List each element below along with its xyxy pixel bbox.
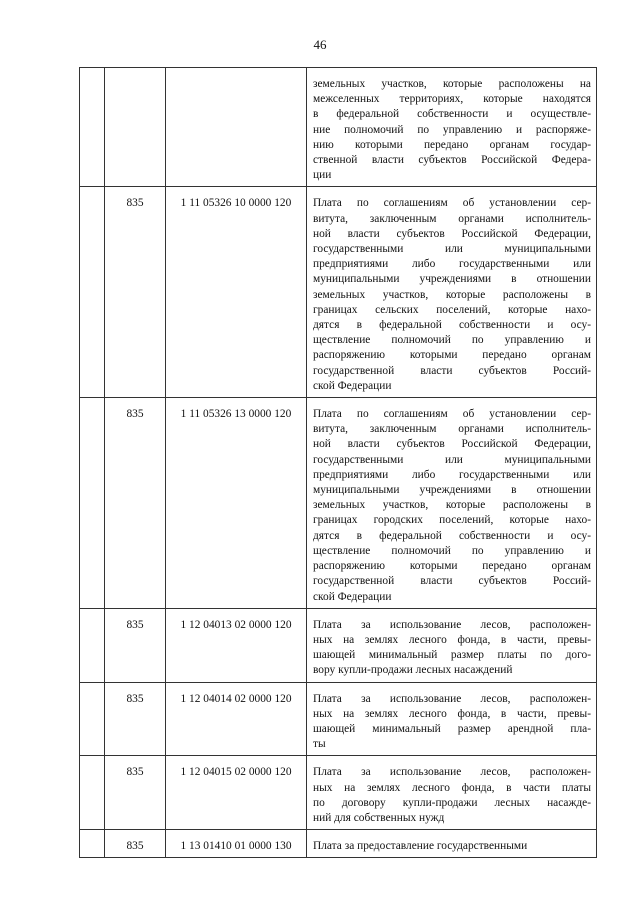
description-line: распоряжению которыми передано органам xyxy=(313,560,591,573)
row-number-cell xyxy=(80,398,105,609)
description-line: нию которыми передано органам государ- xyxy=(313,138,591,151)
description-cell xyxy=(307,68,597,187)
description-line: шающей минимальный размер арендной пла- xyxy=(313,722,591,735)
description-line: ществление полномочий по управлению и xyxy=(313,544,591,557)
description-line: распоряжению которыми передано органам xyxy=(313,349,591,362)
description-line: ной власти субъектов Российской Федерации, xyxy=(313,438,591,451)
admin-code-cell: 835 xyxy=(105,830,166,858)
description-line: земельных участков, которые расположены в xyxy=(313,288,591,301)
description-cell xyxy=(307,608,597,682)
budget-code-cell: 1 12 04015 02 0000 120 xyxy=(166,756,307,830)
description-line: ственной власти субъектов Российской Федера- xyxy=(313,154,591,167)
table-body xyxy=(80,68,597,858)
admin-code-cell: 835 xyxy=(105,187,166,398)
description-line: Плата за использование лесов, расположен- xyxy=(313,766,591,779)
description-line: ных на землях лесного фонда, в части платы xyxy=(313,781,591,794)
description-line: Плата за использование лесов, расположен- xyxy=(313,692,591,705)
description-line: границах сельских поселений, которые нахо- xyxy=(313,303,591,316)
budget-code-cell: 1 12 04013 02 0000 120 xyxy=(166,608,307,682)
table-row xyxy=(80,68,597,187)
description-line: границах городских поселений, которые нахо- xyxy=(313,514,591,527)
description-line: ние полномочий по управлению и распоряже- xyxy=(313,123,591,136)
description-line: ществление полномочий по управлению и xyxy=(313,334,591,347)
description-line: дятся в федеральной собственности и осу- xyxy=(313,529,591,542)
admin-code-cell xyxy=(105,68,166,187)
row-number-cell xyxy=(80,187,105,398)
description-line: ных на землях лесного фонда, в части, превы- xyxy=(313,707,591,720)
description-line: государственными или муниципальными xyxy=(313,243,591,256)
description-line: Плата по соглашениям об установлении сер- xyxy=(313,408,591,421)
description-line: по договору купли-продажи лесных насажде- xyxy=(313,796,591,809)
budget-code-cell xyxy=(166,68,307,187)
row-number-cell xyxy=(80,608,105,682)
description-line: государственными или муниципальными xyxy=(313,453,591,466)
description-line: ты xyxy=(313,738,326,751)
income-codes-table xyxy=(79,67,597,858)
description-line: ной власти субъектов Российской Федерации, xyxy=(313,227,591,240)
description-line: витута, заключенным органами исполнитель- xyxy=(313,212,591,225)
description-line: Плата по соглашениям об установлении сер- xyxy=(313,197,591,210)
description-line: дятся в федеральной собственности и осу- xyxy=(313,319,591,332)
table-row xyxy=(80,682,597,756)
description-line: в федеральной собственности и осуществле- xyxy=(313,108,591,121)
description-line: государственной власти субъектов Россий- xyxy=(313,575,591,588)
description-cell xyxy=(307,756,597,830)
description-cell xyxy=(307,682,597,756)
description-line: земельных участков, которые расположены на xyxy=(313,78,591,90)
description-line: Плата за использование лесов, расположен- xyxy=(313,618,591,631)
row-number-cell xyxy=(80,682,105,756)
admin-code-cell: 835 xyxy=(105,608,166,682)
description-line: муниципальными учреждениями в отношении xyxy=(313,273,591,286)
description-line: ции xyxy=(313,169,332,182)
page-number: 46 xyxy=(313,37,327,52)
description-line: предприятиями либо государственными или xyxy=(313,258,591,271)
row-number-cell xyxy=(80,830,105,858)
description-line: ных на землях лесного фонда, в части, превы- xyxy=(313,633,591,646)
description-line: шающей минимальный размер платы по дого- xyxy=(313,649,591,662)
budget-code-cell: 1 12 04014 02 0000 120 xyxy=(166,682,307,756)
row-number-cell xyxy=(80,756,105,830)
admin-code-cell: 835 xyxy=(105,682,166,756)
description-line: межселенных территориях, которые находятся xyxy=(313,93,591,106)
description-line: ской Федерации xyxy=(313,590,392,603)
description-line: муниципальными учреждениями в отношении xyxy=(313,484,591,497)
description-line: государственной власти субъектов Россий- xyxy=(313,364,591,377)
table-row xyxy=(80,398,597,609)
table-row xyxy=(80,830,597,858)
description-line: ний для собственных нужд xyxy=(313,811,445,824)
budget-code-cell: 1 11 05326 13 0000 120 xyxy=(166,398,307,609)
table-row xyxy=(80,756,597,830)
admin-code-cell: 835 xyxy=(105,756,166,830)
description-line: предприятиями либо государственными или xyxy=(313,468,591,481)
description-line: земельных участков, которые расположены в xyxy=(313,499,591,512)
description-line: ской Федерации xyxy=(313,379,392,392)
budget-code-cell: 1 13 01410 01 0000 130 xyxy=(166,830,307,858)
description-cell xyxy=(307,830,597,858)
description-line: Плата за предоставление государственными xyxy=(313,840,528,853)
description-line: вору купли-продажи лесных насаждений xyxy=(313,664,513,677)
budget-code-cell: 1 11 05326 10 0000 120 xyxy=(166,187,307,398)
description-cell xyxy=(307,398,597,609)
admin-code-cell: 835 xyxy=(105,398,166,609)
description-cell xyxy=(307,187,597,398)
row-number-cell xyxy=(80,68,105,187)
table-row xyxy=(80,608,597,682)
description-line: витута, заключенным органами исполнитель- xyxy=(313,423,591,436)
table-row xyxy=(80,187,597,398)
